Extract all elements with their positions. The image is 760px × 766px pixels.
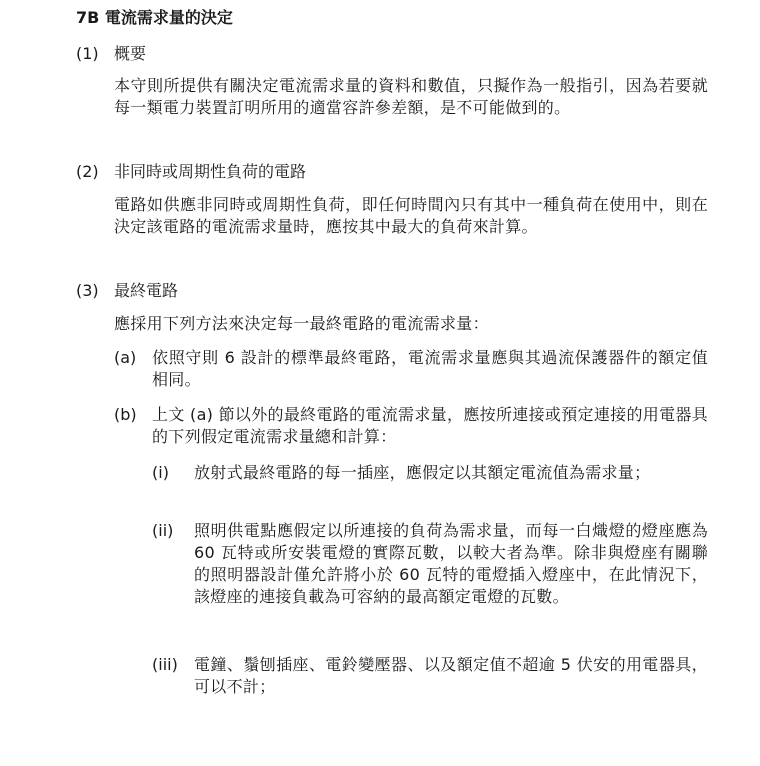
subsubitem-i-text: 放射式最終電路的每一插座，應假定以其額定電流值為需求量； (194, 463, 651, 482)
item-3-heading: 最終電路 (114, 281, 179, 300)
item-2-number: (2) (76, 162, 99, 181)
subsubitem-iii-number: (iii) (152, 655, 178, 674)
subsubitem-ii-number: (ii) (152, 521, 174, 540)
item-2-body: 電路如供應非同時或周期性負荷，即任何時間內只有其中一種負荷在使用中，則在決定該電路的電流需求量時，應按其中最大的負荷來計算。 (114, 195, 708, 236)
subsubitem-iii-text: 電鐘、鬚刨插座、電鈴變壓器、以及額定值不超逾 5 伏安的用電器具，可以不計； (194, 655, 708, 696)
item-1-body: 本守則所提供有關決定電流需求量的資料和數值，只擬作為一般指引，因為若要就每一類電力裝置訂明所用的適當容許參差額，是不可能做到的。 (114, 76, 708, 117)
item-3-body: 應採用下列方法來決定每一最終電路的電流需求量： (114, 314, 489, 333)
item-1-number: (1) (76, 44, 99, 63)
item-1-heading: 概要 (114, 44, 147, 63)
item-3-number: (3) (76, 281, 99, 300)
subitem-b-text: 上文 (a) 節以外的最終電路的電流需求量，應按所連接或預定連接的用電器具的下列假定電流需求量總和計算： (152, 405, 708, 446)
section-title: 7B 電流需求量的決定 (76, 8, 233, 27)
item-2-heading: 非同時或周期性負荷的電路 (114, 162, 307, 181)
subsubitem-i-number: (i) (152, 463, 169, 482)
subitem-b-number: (b) (114, 405, 137, 424)
subsubitem-ii-text: 照明供電點應假定以所連接的負荷為需求量，而每一白熾燈的燈座應為 60 瓦特或所安裝電燈的實際瓦數，以較大者為準。除非與燈座有關聯的照明器設計僅允許將小於 60 瓦特的電燈插入燈座中，在此情況下，該燈座的連接負載為可容納的最高額定電燈的瓦數。 (194, 521, 708, 606)
subitem-a-number: (a) (114, 348, 137, 367)
subitem-a-text: 依照守則 6 設計的標準最終電路，電流需求量應與其過流保護器件的額定值相同。 (152, 348, 708, 389)
